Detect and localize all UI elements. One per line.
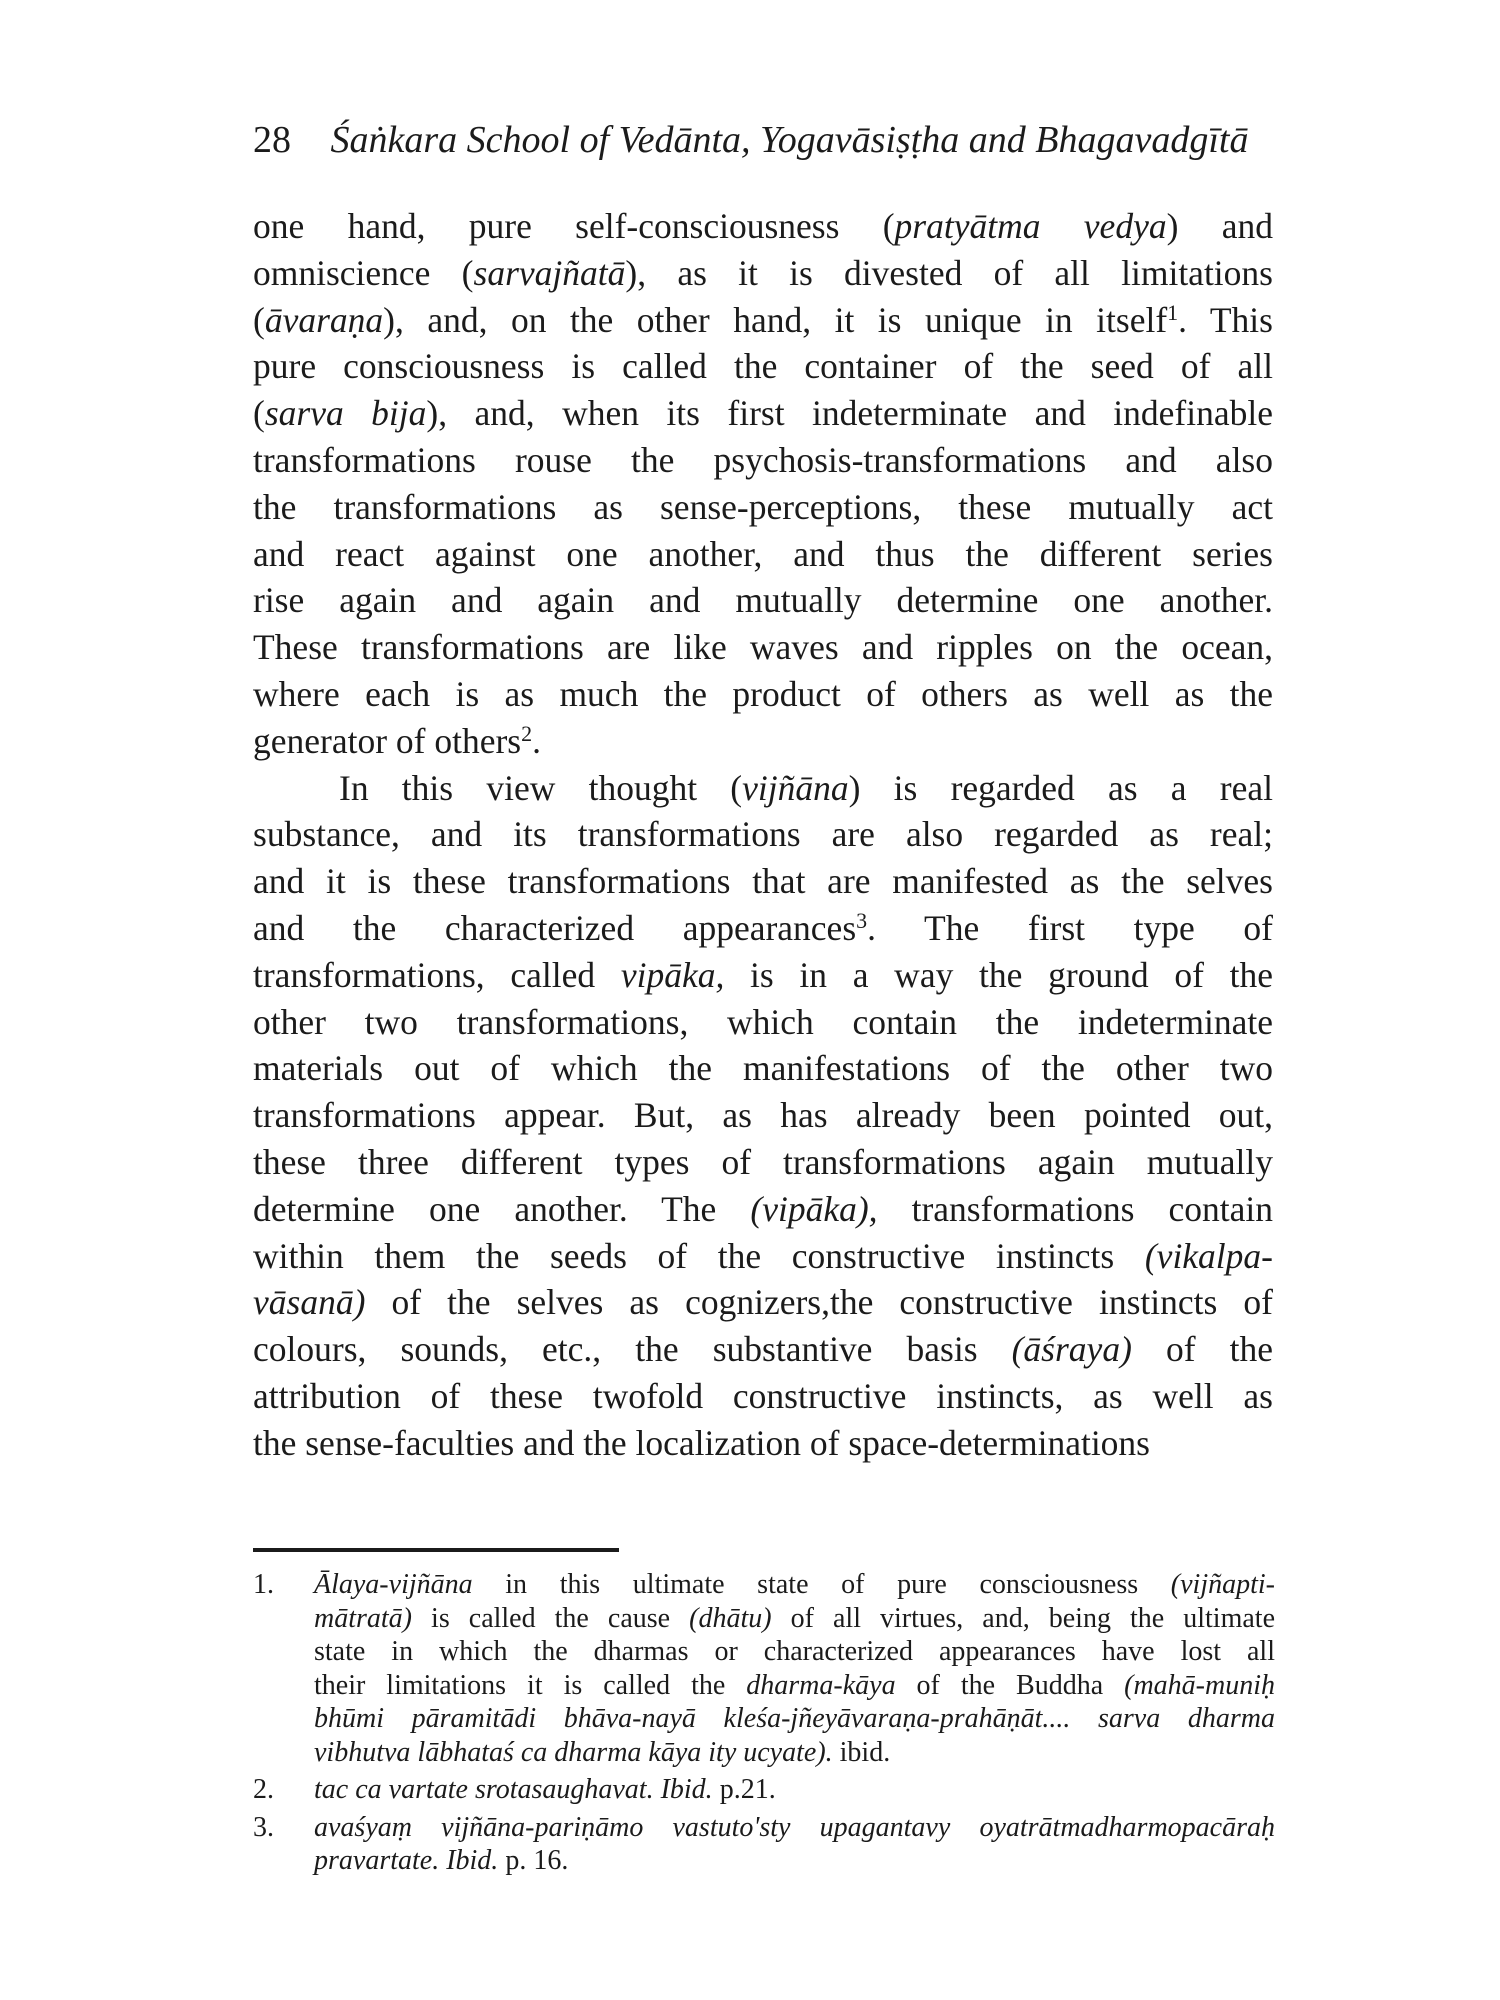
footnote-number: 1. <box>253 1569 274 1600</box>
text-run: In this view thought ( <box>339 767 743 808</box>
text-line <box>253 671 1273 718</box>
text-line <box>253 1279 1273 1326</box>
text-run: ( <box>253 299 265 340</box>
text-run: sarvajñatā <box>473 252 626 293</box>
text-line <box>253 1186 1273 1233</box>
text-run: the transformations as sense-perceptions, these mutually act <box>253 486 1273 527</box>
text-run: one hand, pure self-consciousness ( <box>253 206 895 246</box>
running-header <box>253 118 1273 162</box>
text-run: transformations, called <box>253 954 621 995</box>
text-run: avaśyaṃ vijñāna-pariṇāmo vastuto'sty upagantavy oyatrātmadharmopacāraḥ <box>314 1811 1275 1843</box>
text-run: rise again and again and mutually determine one another. <box>253 580 1273 621</box>
text-run: of the selves as cognizers,the constructive instincts of <box>365 1282 1273 1323</box>
text-run: other two transformations, which contain the indeterminate <box>253 1001 1273 1042</box>
footnote <box>253 1773 1275 1807</box>
text-line <box>314 1773 1275 1807</box>
running-title: Śaṅkara School of Vedānta, Yogavāsiṣṭha and Bhagavadgītā <box>330 119 1249 161</box>
text-line <box>253 1045 1273 1092</box>
text-line <box>253 952 1273 999</box>
text-run: ) is regarded as a real <box>848 767 1273 808</box>
text-run: within them the seeds of the constructive instincts <box>253 1235 1145 1276</box>
text-run: of the <box>1131 1329 1273 1370</box>
text-run: ), and, when its first indeterminate and indefinable <box>426 393 1273 434</box>
text-line <box>314 1736 1275 1770</box>
text-run: vipāka, <box>620 954 725 995</box>
text-run: mātratā) <box>314 1602 412 1634</box>
text-line <box>253 1420 1273 1467</box>
footnote <box>253 1811 1275 1878</box>
text-run: and it is these transformations that are manifested as the selves <box>253 861 1273 902</box>
footnote-number: 2. <box>253 1774 274 1805</box>
text-run: of the Buddha <box>895 1669 1125 1701</box>
text-line <box>253 484 1273 531</box>
text-run: generator of others <box>253 720 522 761</box>
text-run: omniscience ( <box>253 252 474 293</box>
text-line <box>253 531 1273 578</box>
text-run: these three different types of transformations again mutually <box>253 1141 1273 1182</box>
text-line <box>314 1635 1275 1669</box>
text-line <box>314 1811 1275 1845</box>
text-run: ibid. <box>832 1736 891 1768</box>
text-run: and the characterized appearances <box>253 907 857 948</box>
text-run: is in a way the ground of the <box>724 954 1273 995</box>
text-run: pravartate. Ibid. <box>314 1845 499 1876</box>
text-run: attribution of these twofold constructive instincts, as well as <box>253 1375 1273 1416</box>
text-line <box>253 1373 1273 1420</box>
text-line <box>314 1602 1275 1636</box>
footnote-number: 3. <box>253 1811 274 1843</box>
footnote-ref: 3 <box>856 907 868 933</box>
text-run: bhūmi pāramitādi bhāva-nayā kleśa-jñeyāvaraṇa-prahāṇāt.... sarva dharma <box>314 1703 1275 1734</box>
text-run: of all virtues, and, being the ultimate <box>771 1602 1275 1634</box>
text-line <box>253 1233 1273 1280</box>
text-run: (vipāka), <box>750 1188 878 1229</box>
text-run: Ālaya-vijñāna <box>314 1569 473 1600</box>
text-line <box>253 765 1273 812</box>
text-run: tac ca vartate srotasaughavat. Ibid. <box>314 1774 713 1805</box>
text-run: transformations rouse the psychosis-transformations and also <box>253 439 1273 480</box>
text-run: āvaraṇa <box>264 299 384 340</box>
text-run: dharma-kāya <box>746 1669 896 1701</box>
text-line <box>253 577 1273 624</box>
text-line <box>253 343 1273 390</box>
text-run: materials out of which the manifestations of the other two <box>253 1048 1273 1089</box>
text-run: substance, and its transformations are also regarded as real; <box>253 814 1273 855</box>
text-run: . <box>532 720 541 761</box>
text-run: vibhutva lābhataś ca dharma kāya ity ucyate). <box>314 1736 833 1768</box>
text-run: (āśraya) <box>1011 1329 1132 1370</box>
text-run: pratyātma vedya <box>894 206 1167 246</box>
text-run: (dhātu) <box>689 1602 772 1634</box>
text-run: vāsanā) <box>253 1282 366 1323</box>
text-line <box>253 624 1273 671</box>
text-run: determine one another. The <box>253 1188 751 1229</box>
text-line <box>253 1139 1273 1186</box>
text-run: . The first type of <box>867 907 1273 948</box>
text-run: is called the cause <box>412 1602 690 1634</box>
text-line <box>253 811 1273 858</box>
text-line <box>253 718 1273 765</box>
text-run: colours, sounds, etc., the substantive basis <box>253 1329 1012 1370</box>
text-run: transformations appear. But, as has already been pointed out, <box>253 1095 1273 1136</box>
text-line <box>253 203 1273 250</box>
footnotes <box>253 1568 1275 1878</box>
text-run: ( <box>253 393 265 434</box>
text-run: vijñāna <box>742 767 849 808</box>
text-line <box>253 1326 1273 1373</box>
footnote <box>253 1568 1275 1769</box>
footnote-ref: 1 <box>1167 299 1179 325</box>
text-run: ), and, on the other hand, it is unique in itself <box>383 299 1168 340</box>
text-line <box>314 1702 1275 1736</box>
text-line <box>253 905 1273 952</box>
text-run: ), as it is divested of all limitations <box>625 252 1273 293</box>
text-run: (vijñapti- <box>1170 1569 1275 1600</box>
text-run: (vikalpa- <box>1144 1235 1273 1276</box>
text-run: . This <box>1178 299 1273 340</box>
text-run: their limitations it is called the <box>314 1669 747 1701</box>
text-run: ) and <box>1166 206 1273 246</box>
text-line <box>253 1092 1273 1139</box>
text-run: These transformations are like waves and ripples on the ocean, <box>253 627 1273 668</box>
text-run: p.21. <box>712 1774 776 1805</box>
footnote-divider <box>253 1548 619 1552</box>
text-line <box>314 1568 1275 1602</box>
text-line <box>253 250 1273 297</box>
text-run: where each is as much the product of others as well as the <box>253 673 1273 714</box>
text-run: sarva bija <box>264 393 427 434</box>
text-line <box>314 1669 1275 1703</box>
text-run: transformations contain <box>877 1188 1273 1229</box>
footnote-ref: 2 <box>521 720 533 746</box>
text-run: and react against one another, and thus the different series <box>253 533 1273 574</box>
text-run: the sense-faculties and the localization of space-determinations <box>253 1422 1150 1463</box>
page-number: 28 <box>253 119 291 161</box>
text-run: (mahā-muniḥ <box>1124 1669 1275 1701</box>
text-line <box>314 1844 1275 1878</box>
text-line <box>253 999 1273 1046</box>
body-text <box>253 203 1273 1467</box>
text-line <box>253 858 1273 905</box>
text-run: state in which the dharmas or characterized appearances have lost all <box>314 1636 1275 1667</box>
text-run: p. 16. <box>498 1845 569 1876</box>
text-line <box>253 297 1273 344</box>
text-run: in this ultimate state of pure consciousness <box>472 1569 1171 1600</box>
text-line <box>253 390 1273 437</box>
text-line <box>253 437 1273 484</box>
text-run: pure consciousness is called the container of the seed of all <box>253 346 1273 387</box>
